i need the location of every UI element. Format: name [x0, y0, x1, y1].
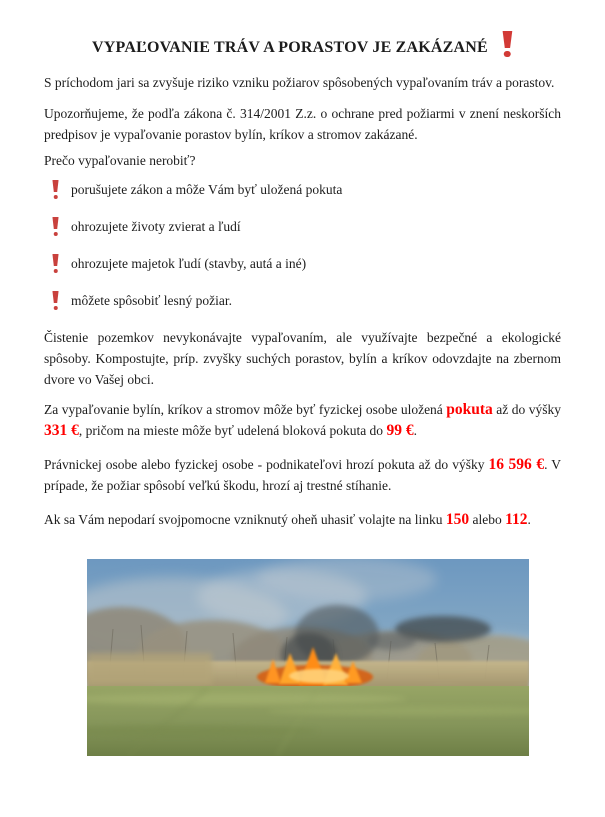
page-title: VYPAĽOVANIE TRÁV A PORASTOV JE ZAKÁZANÉ — [92, 39, 488, 56]
fine-legal-paragraph — [44, 454, 561, 496]
fine-individual-paragraph — [44, 399, 561, 441]
fine-text: až do výšky — [492, 402, 561, 417]
exclamation-icon — [52, 217, 59, 236]
question-heading: Prečo vypaľovanie nerobiť? — [44, 153, 196, 168]
emergency-text: Ak sa Vám nepodarí svojpomocne vzniknutý oheň uhasiť volajte na linku — [44, 512, 446, 527]
amount-16596: 16 596 € — [488, 456, 545, 473]
emergency-text: alebo — [469, 512, 506, 527]
cleaning-paragraph: Čistenie pozemkov nevykonávajte vypaľovaním, ale využívajte bezpečné a ekologické spôsoby. Kompostujte, príp. zvyšky suchých porastov, bylín a kríkov odovzdajte na zbernom dvore vo Vašej obci. — [44, 330, 561, 387]
reasons-list — [44, 179, 561, 311]
fine-text: Za vypaľovanie bylín, kríkov a stromov môže byť fyzickej osobe uložená — [44, 402, 447, 417]
fine-text: . V prípade, že požiar spôsobí veľkú škodu, hrozí aj trestné stíhanie. — [44, 457, 562, 493]
exclamation-icon — [52, 254, 59, 273]
title-row — [44, 30, 561, 58]
field-fire-photo — [87, 559, 529, 756]
list-item — [52, 290, 561, 311]
reason-text: porušujete zákon a môže Vám byť uložená pokuta — [71, 182, 343, 197]
exclamation-icon — [502, 31, 513, 57]
exclamation-icon — [52, 180, 59, 199]
field-fire-illustration — [87, 559, 529, 756]
exclamation-icon — [52, 291, 59, 310]
emergency-text: . — [527, 512, 531, 527]
reason-text: ohrozujete majetok ľudí (stavby, autá a iné) — [71, 256, 307, 271]
fine-text: . — [413, 423, 417, 438]
intro-paragraph: S príchodom jari sa zvyšuje riziko vzniku požiarov spôsobených vypaľovaním tráv a porastov. — [44, 75, 555, 90]
phone-112: 112 — [505, 511, 528, 528]
fine-text: , pričom na mieste môže byť udelená bloková pokuta do — [78, 423, 387, 438]
amount-99: 99 € — [386, 422, 414, 439]
list-item — [52, 216, 561, 237]
reason-text: ohrozujete životy zvierat a ľudí — [71, 219, 241, 234]
emergency-paragraph — [44, 509, 561, 530]
fine-text: Právnickej osobe alebo fyzickej osobe - podnikateľovi hrozí pokuta až do výšky — [44, 457, 489, 472]
reason-text: môžete spôsobiť lesný požiar. — [71, 293, 232, 308]
phone-150: 150 — [445, 511, 470, 528]
law-paragraph: Upozorňujeme, že podľa zákona č. 314/2001 Z.z. o ochrane pred požiarmi v znení neskorších predpisov je vypaľovanie porastov bylín, kríkov a stromov zakázané. — [44, 106, 561, 142]
list-item — [52, 253, 561, 274]
amount-331: 331 € — [44, 422, 79, 439]
fine-highlight: pokuta — [446, 401, 493, 418]
list-item — [52, 179, 561, 200]
